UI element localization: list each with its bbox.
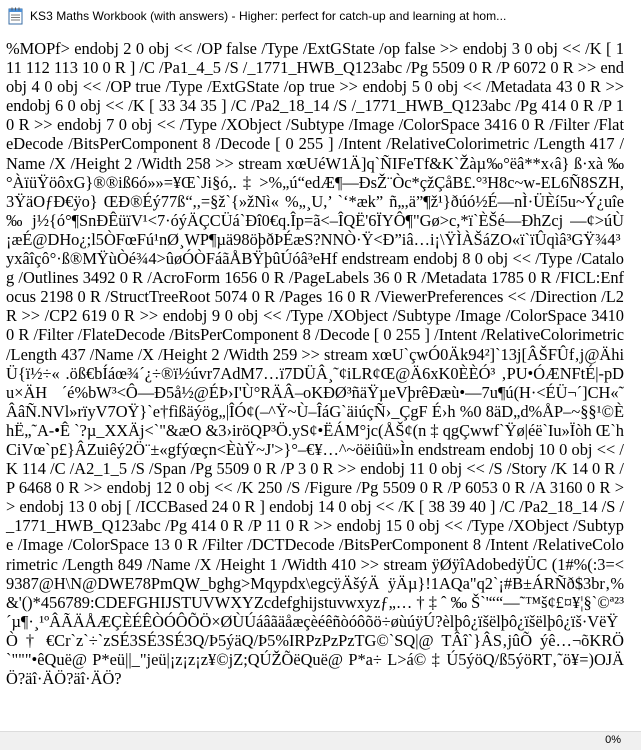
title-bar[interactable]: [0, 0, 641, 31]
text-editor-area[interactable]: [0, 31, 641, 731]
document-text[interactable]: %MOPf> endobj 2 0 obj << /OP false /Type /ExtGState /op false >> endobj 3 0 obj << /K [ 111 112 113 10 0 R ] /C /Pa1_4_5 /S /_1771_HWB_Q123abc /Pg 5509 0 R /P 6072 0 R >> endobj 4 0 obj << /OP true /Type /ExtGState /op true >> endobj 5 0 obj << /Metadata 43 0 R >> endobj 6 0 obj << /K [ 33 34 35 ] /C /Pa2_18_14 /S /_1771_HWB_Q123abc /Pg 414 0 R /P 1 0 R >> endobj 7 0 obj << /Type /XObject /Subtype /Image /ColorSpace 3416 0 R /Filter /FlateDecode /BitsPerComponent 8 /Decode [ 0 255 ] /Intent /RelativeColorimetric /Length 417 /Name /X /Height 2 /Width 258 >> stream xœUéW1Ä]q`ÑIFeTf&K`Žàµ‰°ëâ**x‹â} ß·xà ‰ °ÀïüŸöôxG}®®iß6ó»»=¥Œ`Ji§ó,. ‡ >%„ú“edÆ¶—ÐsŽ¨Òc*çžÇåB£.°³H8c~w-EL6Ñ8SZH,3ŸäOƒÐ€ÿo} ŒÐ®Éý77ß“,,=§ž`{»žNì« %„¸U,’ `‘*æk” ñ„,ä”¶ž¹}ðúó½É—nÌ·ÜÈí5u~Ý¿uîe ‰ j½{ó°¶SnÐÊüïV¹<7·óýÄÇCÜá`Ðî0€q.Îp=ã<–ÎQË'6ÏYÔ¶"Gø>c,*ï`ÈŠé—ÐhZcj —¢>úÙ¡æÉ@DHo¿;l5ÒFœFú¹nØ¸WP¶µä98öþðÞÉæS?NNÒ·Ÿ<Ð”iâ…i¡\ŸÌÀŠáZO«ï`ïÛqìâ³GŸ¾4³yxâîçô°·ß®MŸùÒé¾4>ûøÓÒFáãÅBŸþûÚóâ³eHf endstream endobj 8 0 obj << /Type /Catalog /Outlines 3492 0 R /AcroForm 1656 0 R /PageLabels 36 0 R /Metadata 1785 0 R /FICL:Enfocus 2198 0 R /StructTreeRoot 5074 0 R /Pages 16 0 R /ViewerPreferences << /Direction /L2R >> /CP2 619 0 R >> endobj 9 0 obj << /Type /XObject /Subtype /Image /ColorSpace 3410 0 R /Filter /FlateDecode /BitsPerComponent 8 /Decode [ 0 255 ] /Intent /RelativeColorimetric /Length 437 /Name /X /Height 2 /Width 259 >> stream xœU`çwÓ0Äk94²]`13j[ÂŠFÛf‚j@ÄhiÜ{ï½÷« .öß€bÍáœ¾´¿÷®ï½úvr7AdM7…ï7DÜÂ¸˜¢iLR¢Œ@Ä6xK0ÈÈÓ³ ‚PU•ÓÆNFtÉ|-pDu×ÄH ´é%bW³<Ô—Ð5å½@ÉÞ›I'Ù°RÄÂ–oKÐØ³ñäŸµeVþrêÐæù•—7u¶ú(H·<ÉÜ¬´]CH«˜ÂâÑ.NVl»rïyV7OŸ}`e†fìßäýög„|ÎÓ¢(–^Ÿ~Ù–ÎáG`äiúçÑ›_ÇgF É›h %0 8äD„d%ÅP–~§§¹©ÈhË„˜A-•Ê `?µ_XXÄj<`"&æO &3›iröQP³Ö.yS¢•ËÁM°jc(ÅŠ¢(n ‡ qgÇwwf`Ÿø|éë`Iu»Ïòh Œ`hCiVœ`p£}ÂZuiêý2Ö¨±«gfýœçn<ÈùŸ~J'>}°–€¥…^~öëiûü»Ìn endstream endobj 10 0 obj << /K 114 /C /A2_1_5 /S /Span /Pg 5509 0 R /P 3 0 R >> endobj 11 0 obj << /S /Story /K 14 0 R /P 6468 0 R >> endobj 12 0 obj << /K 250 /S /Figure /Pg 5509 0 R /P 6053 0 R /A 3160 0 R >> endobj 13 0 obj [ /ICCBased 24 0 R ] endobj 14 0 obj << /K [ 38 39 40 ] /C /Pa2_18_14 /S /_1771_HWB_Q123abc /Pg 414 0 R /P 11 0 R >> endobj 15 0 obj << /Type /XObject /Subtype /Image /ColorSpace 13 0 R /Filter /DCTDecode /BitsPerComponent 8 /Intent /RelativeColorimetric /Length 849 /Name /X /Height 1 /Width 410 >> stream ÿØÿîAdobedÿÜC (1#%(:3=<9387@H\N@DWE78PmQW_bghg>Mqypdx\egcÿÄšýÄ ÿÄµ}!1AQa"q2`¡#B±ÁRÑð$3br‚%&'()*456789:CDEFGHIJSTUVWXYZcdefghijstuvwxyzƒ„… † ‡ ˆ ‰ Š`'““—˜™š¢£¤¥¦§`©ª²³´µ¶·¸¹ºÂÃÄÅÆÇÈÉÊÒÓÔÕÖ×ØÙÚáâãäåæçèéêñòóôõö÷øùúÿÚ?èlþô¿ïšëlþô¿ïšëlþô¿ïš·VëŸ Ò † €Cr`z`÷`zSÉ3SÉ3SÉ3Q/Þ5ýäQ/Þ5%IRPzPzPzTG©`SQ|@ TÂî`}ÂS‚jûÕ ýê…¬õKRÖ`"""•êQuë@ P*eü||_"jeü|¡z¡z¡z¥©jZ;QÚŽÕëQuë@ P*a÷ L>á© ‡ Ú5ýöQ/ß5ýöRT‚˜ö¥=)OJÄÖ?äî·ÄÖ?äî·ÄÖ?: [6, 39, 629, 689]
window-title: KS3 Maths Workbook (with answers) - Higher: perfect for catch-up and learning at hom...: [30, 8, 507, 23]
notepad-icon: [8, 7, 23, 25]
zoom-level: 0%: [605, 734, 621, 746]
vertical-scrollbar[interactable]: [631, 31, 641, 731]
status-bar: [0, 731, 641, 750]
